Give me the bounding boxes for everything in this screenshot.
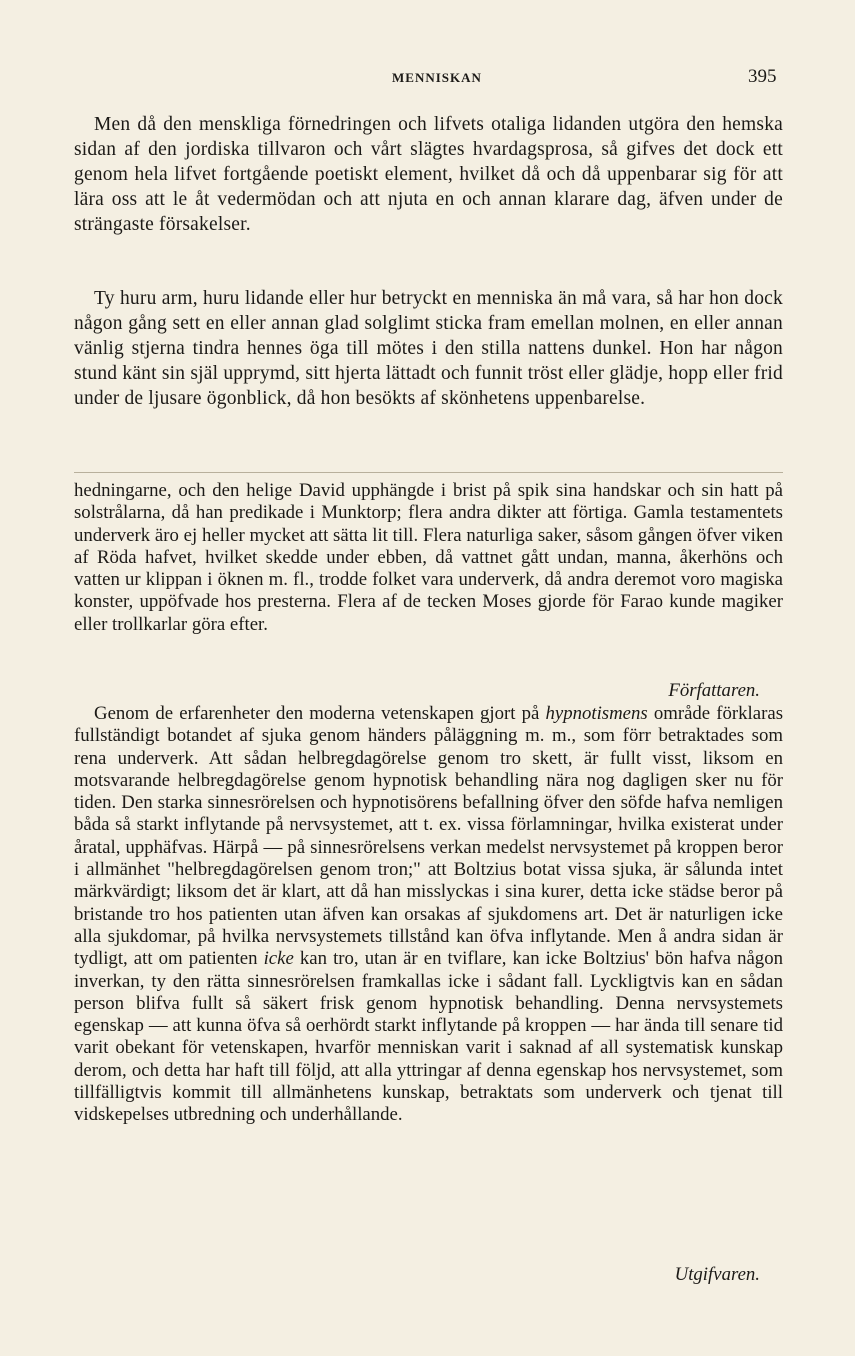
footnote-2-end: kan tro, utan är en tviflare, kan icke Boltzius' bön hafva någon inverkan, ty den rätta sinnesrörelsen framkallas icke i sådant fall. Lyckligtvis kan en sådan person blifva fullt så säkert frisk genom hypnotisk behandling. Denna nervsystemets egenskap — att kunna öfva så oerhördt starkt inflytande på kroppen — har ända till senare tid varit obekant för vetenskapen, hvarför menniskan varit i saknad af all systematisk kunskap derom, och detta har haft till följd, att alla yttringar af denna egenskap hos nervsystemet, som tillfälligtvis kommit till allmänhetens kunskap, betraktats som underverk och tjenat till vidskepelses utbredning och underhållande. [74,948,783,1126]
footnote-2-emphasis-2: icke [263,948,294,970]
page-number: 395 [748,66,777,87]
footnote-2-start: Genom de erfarenheter den moderna vetenskapen gjort på [94,703,546,724]
footnote-2-middle: område förklaras fullständigt botandet af sjuka genom händers påläggning m. m., som förr betraktades som rena underverk. Att sådan helbregdagörelse genom tro skett, är fullt visst, liksom en motsvarande helbregdagörelse genom hypnotisk behandling nära nog dagligen sker nu för tiden. Den starka sinnesrörelsen och hypnotisörens befallning öfver den söfde hafva nemligen båda så starkt inflytande på nervsystemet, att t. ex. vissa förlamningar, hvilka existerat under åratal, upphäfvas. Härpå — på sinnesrörelsens verkan medelst nervsystemet på kroppen beror i allmänhet "helbregdagörelsen genom tron;" att Boltzius botat vissa sjuka, är sålunda intet märkvärdigt; liksom det är klart, att då han misslyckas i sina kurer, detta icke städse beror på bristande tro hos patienten utan äfven kan orsakas af sjukdomens art. Det är naturligen icke alla sjukdomar, på hvilka nervsystemets tillstånd kan öfva inflytande. Men å andra sidan är tydligt, att om patienten [74,703,784,970]
footnote-divider [74,472,783,473]
footnote-2-emphasis-1: hypnotismens [545,703,648,724]
body-paragraph-2: Ty huru arm, huru lidande eller hur betryckt en menniska än må vara, så har hon dock någon gång sett en eller annan glad solglimt sticka fram emellan molnen, en eller annan vänlig stjerna tindra hennes öga till mötes i den stilla nattens dunkel. Hon har någon stund känt sin själ upprymd, sitt hjerta lättadt och funnit tröst eller glädje, hopp eller frid under de ljusare ögonblick, då hon besökts af skönhetens uppenbarelse. [74,288,783,409]
editor-signature: Utgifvaren. [674,1264,760,1285]
running-head: MENNISKAN [392,70,482,85]
author-signature: Författaren. [668,680,760,701]
footnote-1: hedningarne, och den helige David upphängde i brist på spik sina handskar och sin hatt på solstrålarna, då han predikade i Munktorp; flera andra dikter att förtiga. Gamla testamentets underverk äro ej heller mycket att sätta lit till. Flera naturliga saker, såsom gången öfver viken af Röda hafvet, hvilket skedde under ebben, då vattnet gått undan, manna, åkerhöns och vatten ur klippan i öknen m. fl., trodde folket vara underverk, då andra deremot voro magiska konster, uppöfvade hos presterna. Flera af de tecken Moses gjorde för Farao kunde magiker eller trollkarlar göra efter. [74,480,783,635]
body-paragraph-1: Men då den menskliga förnedringen och lifvets otaliga lidanden utgöra den hemska sidan af den jordiska tillvaron och vårt slägtes hvardagsprosa, så gifves det dock ett genom hela lifvet fortgående poetiskt element, hvilket då och då uppenbarar sig för att lära oss att le åt vedermödan och att njuta en och annan klarare dag, äfven under de strängaste försakelser. [74,114,783,235]
footnote-2 [74,703,783,1127]
